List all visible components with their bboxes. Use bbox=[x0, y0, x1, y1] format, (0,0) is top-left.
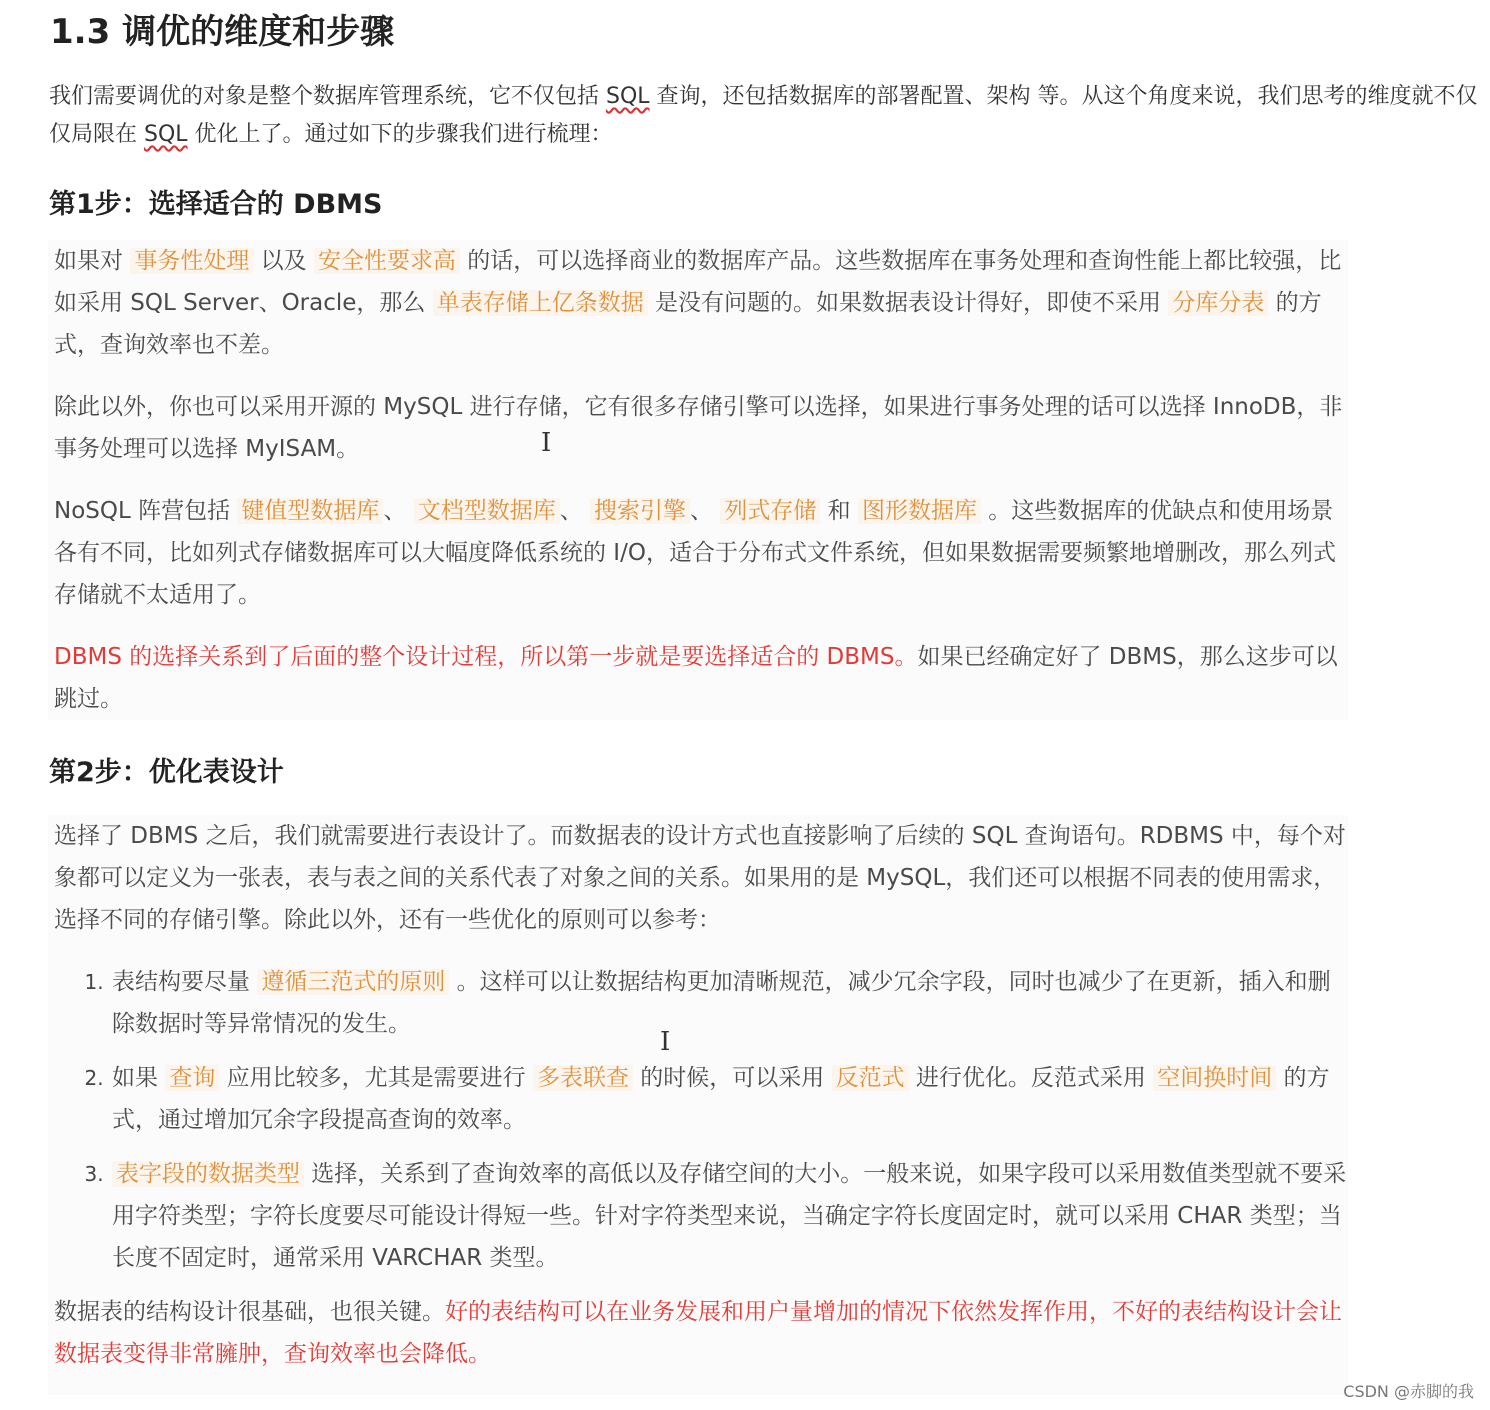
highlight-term: 键值型数据库 bbox=[237, 498, 383, 524]
highlight-term: 多表联查 bbox=[533, 1065, 633, 1091]
text-segment: 表结构要尽量 bbox=[112, 969, 258, 995]
text-segment: 、 bbox=[690, 498, 721, 524]
text-segment: SQL bbox=[144, 122, 188, 147]
step1-paragraph bbox=[54, 386, 1348, 470]
section-title: 1.3 调优的维度和步骤 bbox=[50, 12, 395, 52]
text-segment: 的话，可以选择商业的数据库产品。这些数据库在事务处理和查询性能上都比较强，比如采用 SQL Server、Oracle，那么 bbox=[54, 248, 1342, 316]
emphasis-text: 好的表结构可以在业务发展和用户量增加的情况下依然发挥作用，不好的表结构设计会让数据表变得非常臃肿，查询效率也会降低。 bbox=[54, 1299, 1342, 1367]
step1-paragraph bbox=[54, 490, 1348, 616]
step1-paragraph bbox=[54, 636, 1348, 720]
highlight-term: 查询 bbox=[165, 1065, 219, 1091]
highlight-term: 遵循三范式的原则 bbox=[257, 969, 449, 995]
step2-closing bbox=[54, 1291, 1348, 1375]
list-item bbox=[110, 961, 1348, 1045]
highlight-term: 分库分表 bbox=[1168, 290, 1268, 316]
highlight-term: 安全性要求高 bbox=[314, 248, 460, 274]
highlight-term: 空间换时间 bbox=[1153, 1065, 1276, 1091]
text-segment: 。这样可以让数据结构更加清晰规范，减少冗余字段，同时也减少了在更新，插入和删除数据时等异常情况的发生。 bbox=[112, 969, 1331, 1037]
text-segment: 我们需要调优的对象是整个数据库管理系统，它不仅包括 bbox=[49, 84, 606, 109]
step1-content bbox=[48, 240, 1348, 720]
text-segment: 如果 bbox=[112, 1065, 166, 1091]
highlight-term: 表字段的数据类型 bbox=[112, 1161, 304, 1187]
text-segment: SQL bbox=[606, 84, 650, 109]
text-segment: 的时候，可以采用 bbox=[632, 1065, 832, 1091]
text-segment: 和 bbox=[820, 498, 858, 524]
list-item bbox=[110, 1153, 1348, 1279]
text-segment: 选择，关系到了查询效率的高低以及存储空间的大小。一般来说，如果字段可以采用数值类型就不要采用字符类型；字符长度要尽可能设计得短一些。针对字符类型来说，当确定字符长度固定时，就可以采用 CHAR 类型；当长度不固定时，通常采用 VARCHAR 类型。 bbox=[112, 1161, 1347, 1271]
highlight-term: 列式存储 bbox=[720, 498, 820, 524]
highlight-term: 反范式 bbox=[832, 1065, 909, 1091]
text-cursor-icon: I bbox=[660, 1027, 671, 1057]
text-segment: 除此以外，你也可以采用开源的 MySQL 进行存储，它有很多存储引擎可以选择，如果进行事务处理的话可以选择 InnoDB，非事务处理可以选择 MyISAM。 bbox=[54, 394, 1343, 462]
text-segment: 数据表的结构设计很基础，也很关键。 bbox=[54, 1299, 445, 1325]
watermark: CSDN @赤脚的我 bbox=[1343, 1382, 1474, 1401]
highlight-term: 图形数据库 bbox=[858, 498, 981, 524]
intro-paragraph bbox=[49, 78, 1484, 154]
text-segment: 、 bbox=[559, 498, 591, 524]
text-segment: NoSQL 阵营包括 bbox=[54, 498, 238, 524]
text-segment: 的方式，通过增加冗余字段提高查询的效率。 bbox=[112, 1065, 1330, 1133]
text-segment: 进行优化。反范式采用 bbox=[908, 1065, 1154, 1091]
list-item bbox=[110, 1057, 1348, 1141]
text-segment: 如果已经确定好了 DBMS，那么这步可以跳过。 bbox=[54, 644, 1338, 712]
text-segment: 如果对 bbox=[54, 248, 131, 274]
text-segment: 应用比较多，尤其是需要进行 bbox=[219, 1065, 533, 1091]
step2-heading: 第2步：优化表设计 bbox=[49, 757, 284, 788]
optimization-principles-list bbox=[48, 961, 1348, 1279]
highlight-term: 搜索引擎 bbox=[590, 498, 690, 524]
text-segment: 。这些数据库的优缺点和使用场景各有不同，比如列式存储数据库可以大幅度降低系统的 I/O，适合于分布式文件系统，但如果数据需要频繁地增删改，那么列式存储就不太适用了。 bbox=[54, 498, 1336, 608]
text-segment: 以及 bbox=[253, 248, 314, 274]
emphasis-text: DBMS 的选择关系到了后面的整个设计过程，所以第一步就是要选择适合的 DBMS。 bbox=[54, 644, 918, 670]
step1-paragraph bbox=[54, 240, 1348, 366]
text-cursor-icon: I bbox=[541, 428, 552, 458]
text-segment: 查询，还包括数据库的部署配置、架构 等。从这个角度来说，我们思考的维度就不仅仅局限在 bbox=[49, 84, 1478, 147]
highlight-term: 单表存储上亿条数据 bbox=[433, 290, 648, 316]
text-segment: 优化上了。通过如下的步骤我们进行梳理： bbox=[187, 122, 613, 147]
step2-content bbox=[48, 815, 1348, 1395]
highlight-term: 事务性处理 bbox=[130, 248, 253, 274]
text-segment: 、 bbox=[383, 498, 414, 524]
step1-heading: 第1步：选择适合的 DBMS bbox=[49, 189, 383, 220]
text-segment: 选择了 DBMS 之后，我们就需要进行表设计了。而数据表的设计方式也直接影响了后续的 SQL 查询语句。RDBMS 中，每个对象都可以定义为一张表，表与表之间的关系代表了对象之间的关系。如果用的是 MySQL，我们还可以根据不同表的使用需求，选择不同的存储引擎。除此以外，还有一些优化的原则可以参考： bbox=[54, 823, 1346, 933]
highlight-term: 文档型数据库 bbox=[414, 498, 560, 524]
text-segment: 的方式，查询效率也不差。 bbox=[54, 290, 1322, 358]
text-segment: 是没有问题的。如果数据表设计得好，即使不采用 bbox=[647, 290, 1169, 316]
step2-paragraph bbox=[54, 815, 1348, 941]
